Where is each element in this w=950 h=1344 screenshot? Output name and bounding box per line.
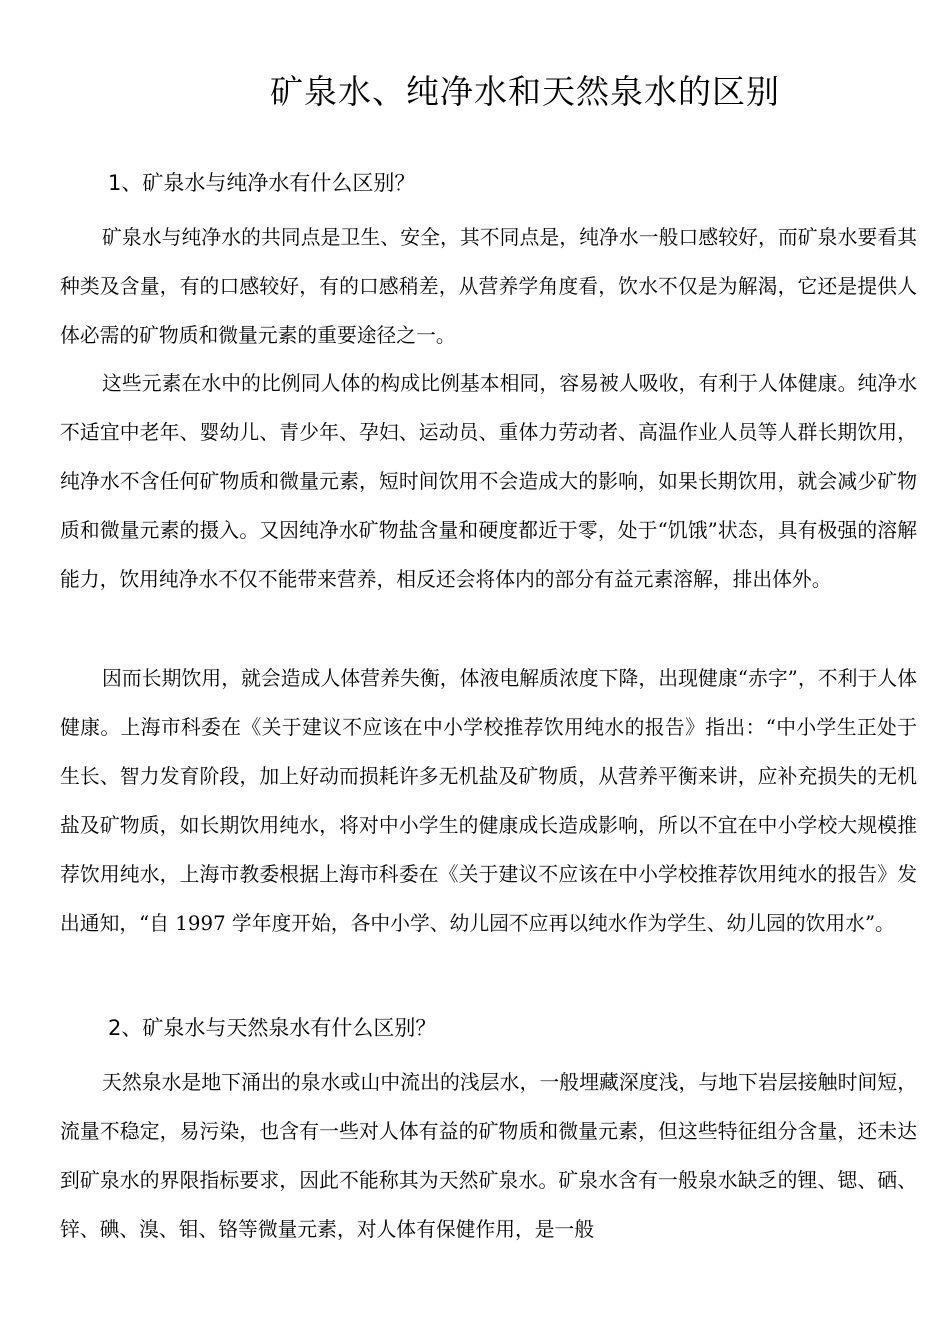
section-1-paragraph-3: 因而长期饮用，就会造成人体营养失衡，体液电解质浓度下降，出现健康“赤字”，不利于人体健康。上海市科委在《关于建议不应该在中小学校推荐饮用纯水的报告》指出：“中小学生正处于生长、智力发育阶段，加上好动而损耗许多无机盐及矿物质，从营养平衡来讲，应补充损失的无机盐及矿物质，如长期饮用纯水，将对中小学生的健康成长造成影响，所以不宜在中小学校大规模推荐饮用纯水，上海市教委根据上海市科委在《关于建议不应该在中小学校推荐饮用纯水的报告》发出通知，“自 1997 学年度开始，各中小学、幼儿园不应再以纯水作为学生、幼儿园的饮用水”。 — [60, 667, 917, 935]
section-1-heading: 1、矿泉水与纯净水有什么区别？ — [108, 171, 416, 195]
section-2-paragraph-1: 天然泉水是地下涌出的泉水或山中流出的浅层水，一般埋藏深度浅，与地下岩层接触时间短，流量不稳定，易污染，也含有一些对人体有益的矿物质和微量元素，但这些特征组分含量，还未达到矿泉水的界限指标要求，因此不能称其为天然矿泉水。矿泉水含有一般泉水缺乏的锂、锶、硒、锌、碘、溴、钼、铬等微量元素，对人体有保健作用，是一般 — [60, 1071, 917, 1241]
section-2-heading: 2、矿泉水与天然泉水有什么区别？ — [108, 1016, 437, 1040]
document-title: 矿泉水、纯净水和天然泉水的区别 — [270, 72, 780, 111]
section-1-paragraph-2: 这些元素在水中的比例同人体的构成比例基本相同，容易被人吸收，有利于人体健康。纯净水不适宜中老年、婴幼儿、青少年、孕妇、运动员、重体力劳动者、高温作业人员等人群长期饮用，纯净水不含任何矿物质和微量元素，短时间饮用不会造成大的影响，如果长期饮用，就会减少矿物质和微量元素的摄入。又因纯净水矿物盐含量和硬度都近于零，处于“饥饿”状态，具有极强的溶解能力，饮用纯净水不仅不能带来营养，相反还会将体内的部分有益元素溶解，排出体外。 — [60, 372, 917, 591]
section-1-paragraph-1: 矿泉水与纯净水的共同点是卫生、安全，其不同点是，纯净水一般口感较好，而矿泉水要看其种类及含量，有的口感较好，有的口感稍差，从营养学角度看，饮水不仅是为解渴，它还是提供人体必需的矿物质和微量元素的重要途径之一。 — [60, 226, 917, 347]
